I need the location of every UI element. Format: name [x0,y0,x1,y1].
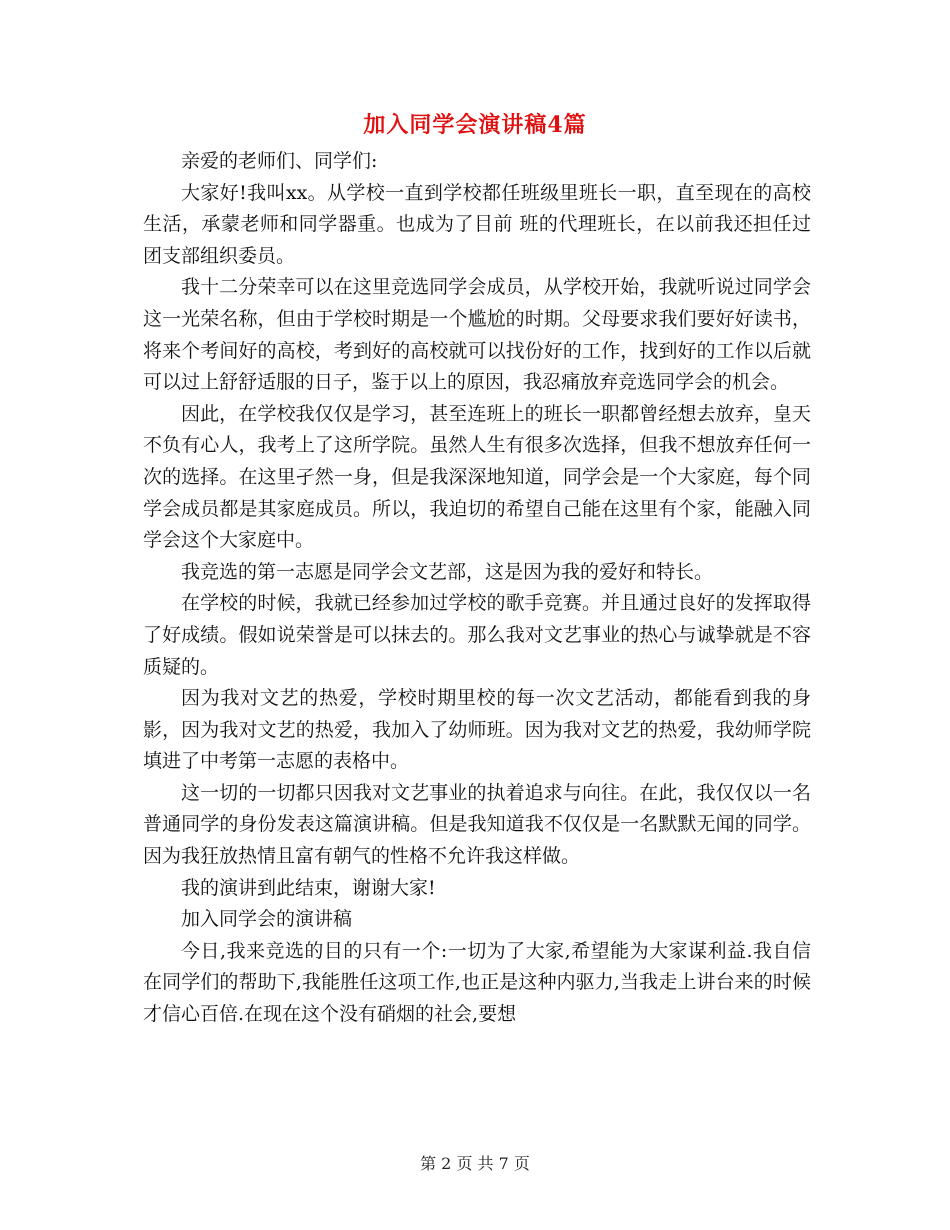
paragraph: 因为我对文艺的热爱，学校时期里校的每一次文艺活动，都能看到我的身影，因为我对文艺的热爱，我加入了幼师班。因为我对文艺的热爱，我幼师学院填进了中考第一志愿的表格中。 [143,687,811,773]
paragraph: 我的演讲到此结束，谢谢大家! [181,876,436,899]
document-body [143,146,811,1031]
document-title: 加入同学会演讲稿4篇 [363,112,587,138]
paragraph: 这一切的一切都只因我对文艺事业的执着追求与向往。在此，我仅仅以一名普通同学的身份发表这篇演讲稿。但是我知道我不仅仅是一名默默无闻的同学。因为我狂放热情且富有朝气的性格不允许我这样做。 [143,781,811,868]
paragraph: 今日,我来竞选的目的只有一个:一切为了大家,希望能为大家谋利益.我自信在同学们的帮助下,我能胜任这项工作,也正是这种内驱力,当我走上讲台来的时候才信心百倍.在现在这个没有硝烟的社会,要想 [143,939,811,1026]
paragraph: 在学校的时候，我就已经参加过学校的歌手竞赛。并且通过良好的发挥取得了好成绩。假如说荣誉是可以抹去的。那么我对文艺事业的热心与诚挚就是不容质疑的。 [143,592,811,678]
paragraph: 我竞选的第一志愿是同学会文艺部，这是因为我的爱好和特长。 [181,560,714,583]
paragraph: 加入同学会的演讲稿 [181,908,353,931]
paragraph: 我十二分荣幸可以在这里竞选同学会成员，从学校开始，我就听说过同学会这一光荣名称，但由于学校时期是一个尴尬的时期。父母要求我们要好好读书，将来个考间好的高校，考到好的高校就可以找份好的工作，找到好的工作以后就可以过上舒舒适服的日子，鉴于以上的原因，我忍痛放弃竞选同学会的机会。 [143,276,811,394]
paragraph: 亲爱的老师们、同学们: [181,150,378,172]
paragraph: 因此，在学校我仅仅是学习，甚至连班上的班长一职都曾经想去放弃，皇天不负有心人，我考上了这所学院。虽然人生有很多次选择，但我不想放弃任何一次的选择。在这里孑然一身，但是我深深地知道，同学会是一个大家庭，每个同学会成员都是其家庭成员。所以，我迫切的希望自己能在这里有个家，能融入同学会这个大家庭中。 [143,402,811,552]
paragraph: 大家好!我叫xx。从学校一直到学校都任班级里班长一职，直至现在的高校生活，承蒙老师和同学器重。也成为了目前 班的代理班长，在以前我还担任过团支部组织委员。 [143,181,811,267]
page-number-footer: 第 2 页 共 7 页 [420,1154,530,1173]
